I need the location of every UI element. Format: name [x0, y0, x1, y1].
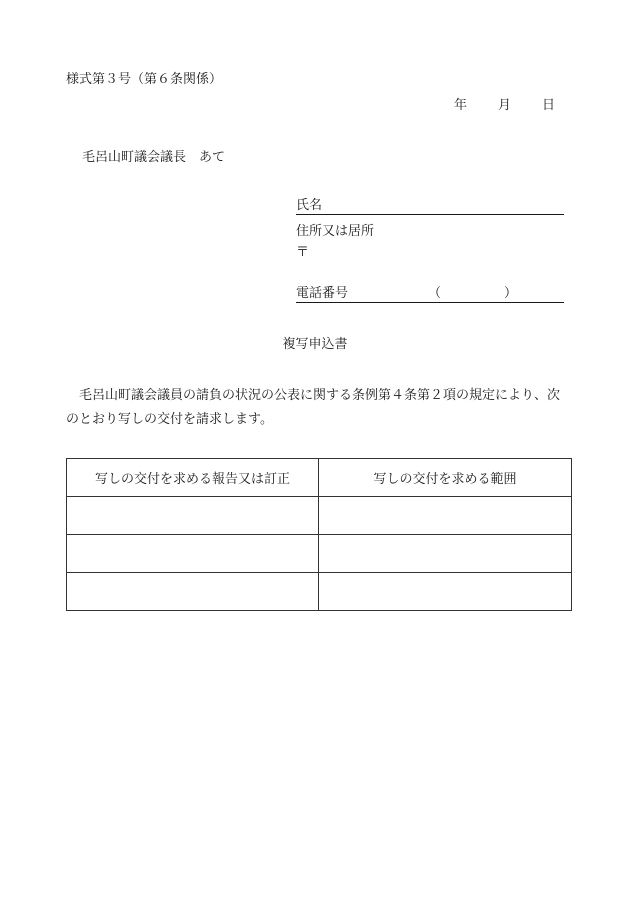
phone-label: 電話番号: [296, 286, 349, 301]
applicant-name-field[interactable]: [296, 198, 564, 215]
date-year-label: 年: [454, 98, 468, 113]
cell-copy-scope[interactable]: [319, 535, 572, 573]
form-number: 様式第３号（第６条関係）: [66, 72, 223, 87]
cell-report-or-correction[interactable]: [67, 497, 319, 535]
cell-report-or-correction[interactable]: [67, 535, 319, 573]
date-line: [454, 94, 555, 113]
addressee: 毛呂山町議会議長 あて: [82, 150, 226, 165]
header-report-or-correction: 写しの交付を求める報告又は訂正: [67, 459, 319, 497]
cell-report-or-correction[interactable]: [67, 573, 319, 611]
table-row: [67, 497, 572, 535]
postal-mark-icon: 〒: [296, 245, 310, 260]
date-month-label: 月: [498, 98, 512, 113]
cell-copy-scope[interactable]: [319, 573, 572, 611]
applicant-address-label: 住所又は居所: [296, 224, 375, 239]
phone-paren-open: （: [428, 286, 442, 301]
header-copy-scope: 写しの交付を求める範囲: [319, 459, 572, 497]
document-title: 複写申込書: [282, 337, 348, 352]
date-day-label: 日: [542, 98, 556, 113]
applicant-name-label: 氏名: [296, 198, 323, 213]
table-row: [67, 535, 572, 573]
table-row: [67, 573, 572, 611]
request-statement: 毛呂山町議会議員の請負の状況の公表に関する条例第４条第２項の規定により、次のとおり写しの交付を請求します。: [66, 388, 561, 427]
table-header-row: [67, 459, 572, 497]
phone-paren-close: ）: [504, 286, 518, 301]
applicant-address-field[interactable]: [296, 220, 564, 239]
request-table: [66, 458, 572, 611]
postal-code-field[interactable]: [296, 241, 564, 260]
cell-copy-scope[interactable]: [319, 497, 572, 535]
phone-number-field[interactable]: [296, 286, 564, 303]
